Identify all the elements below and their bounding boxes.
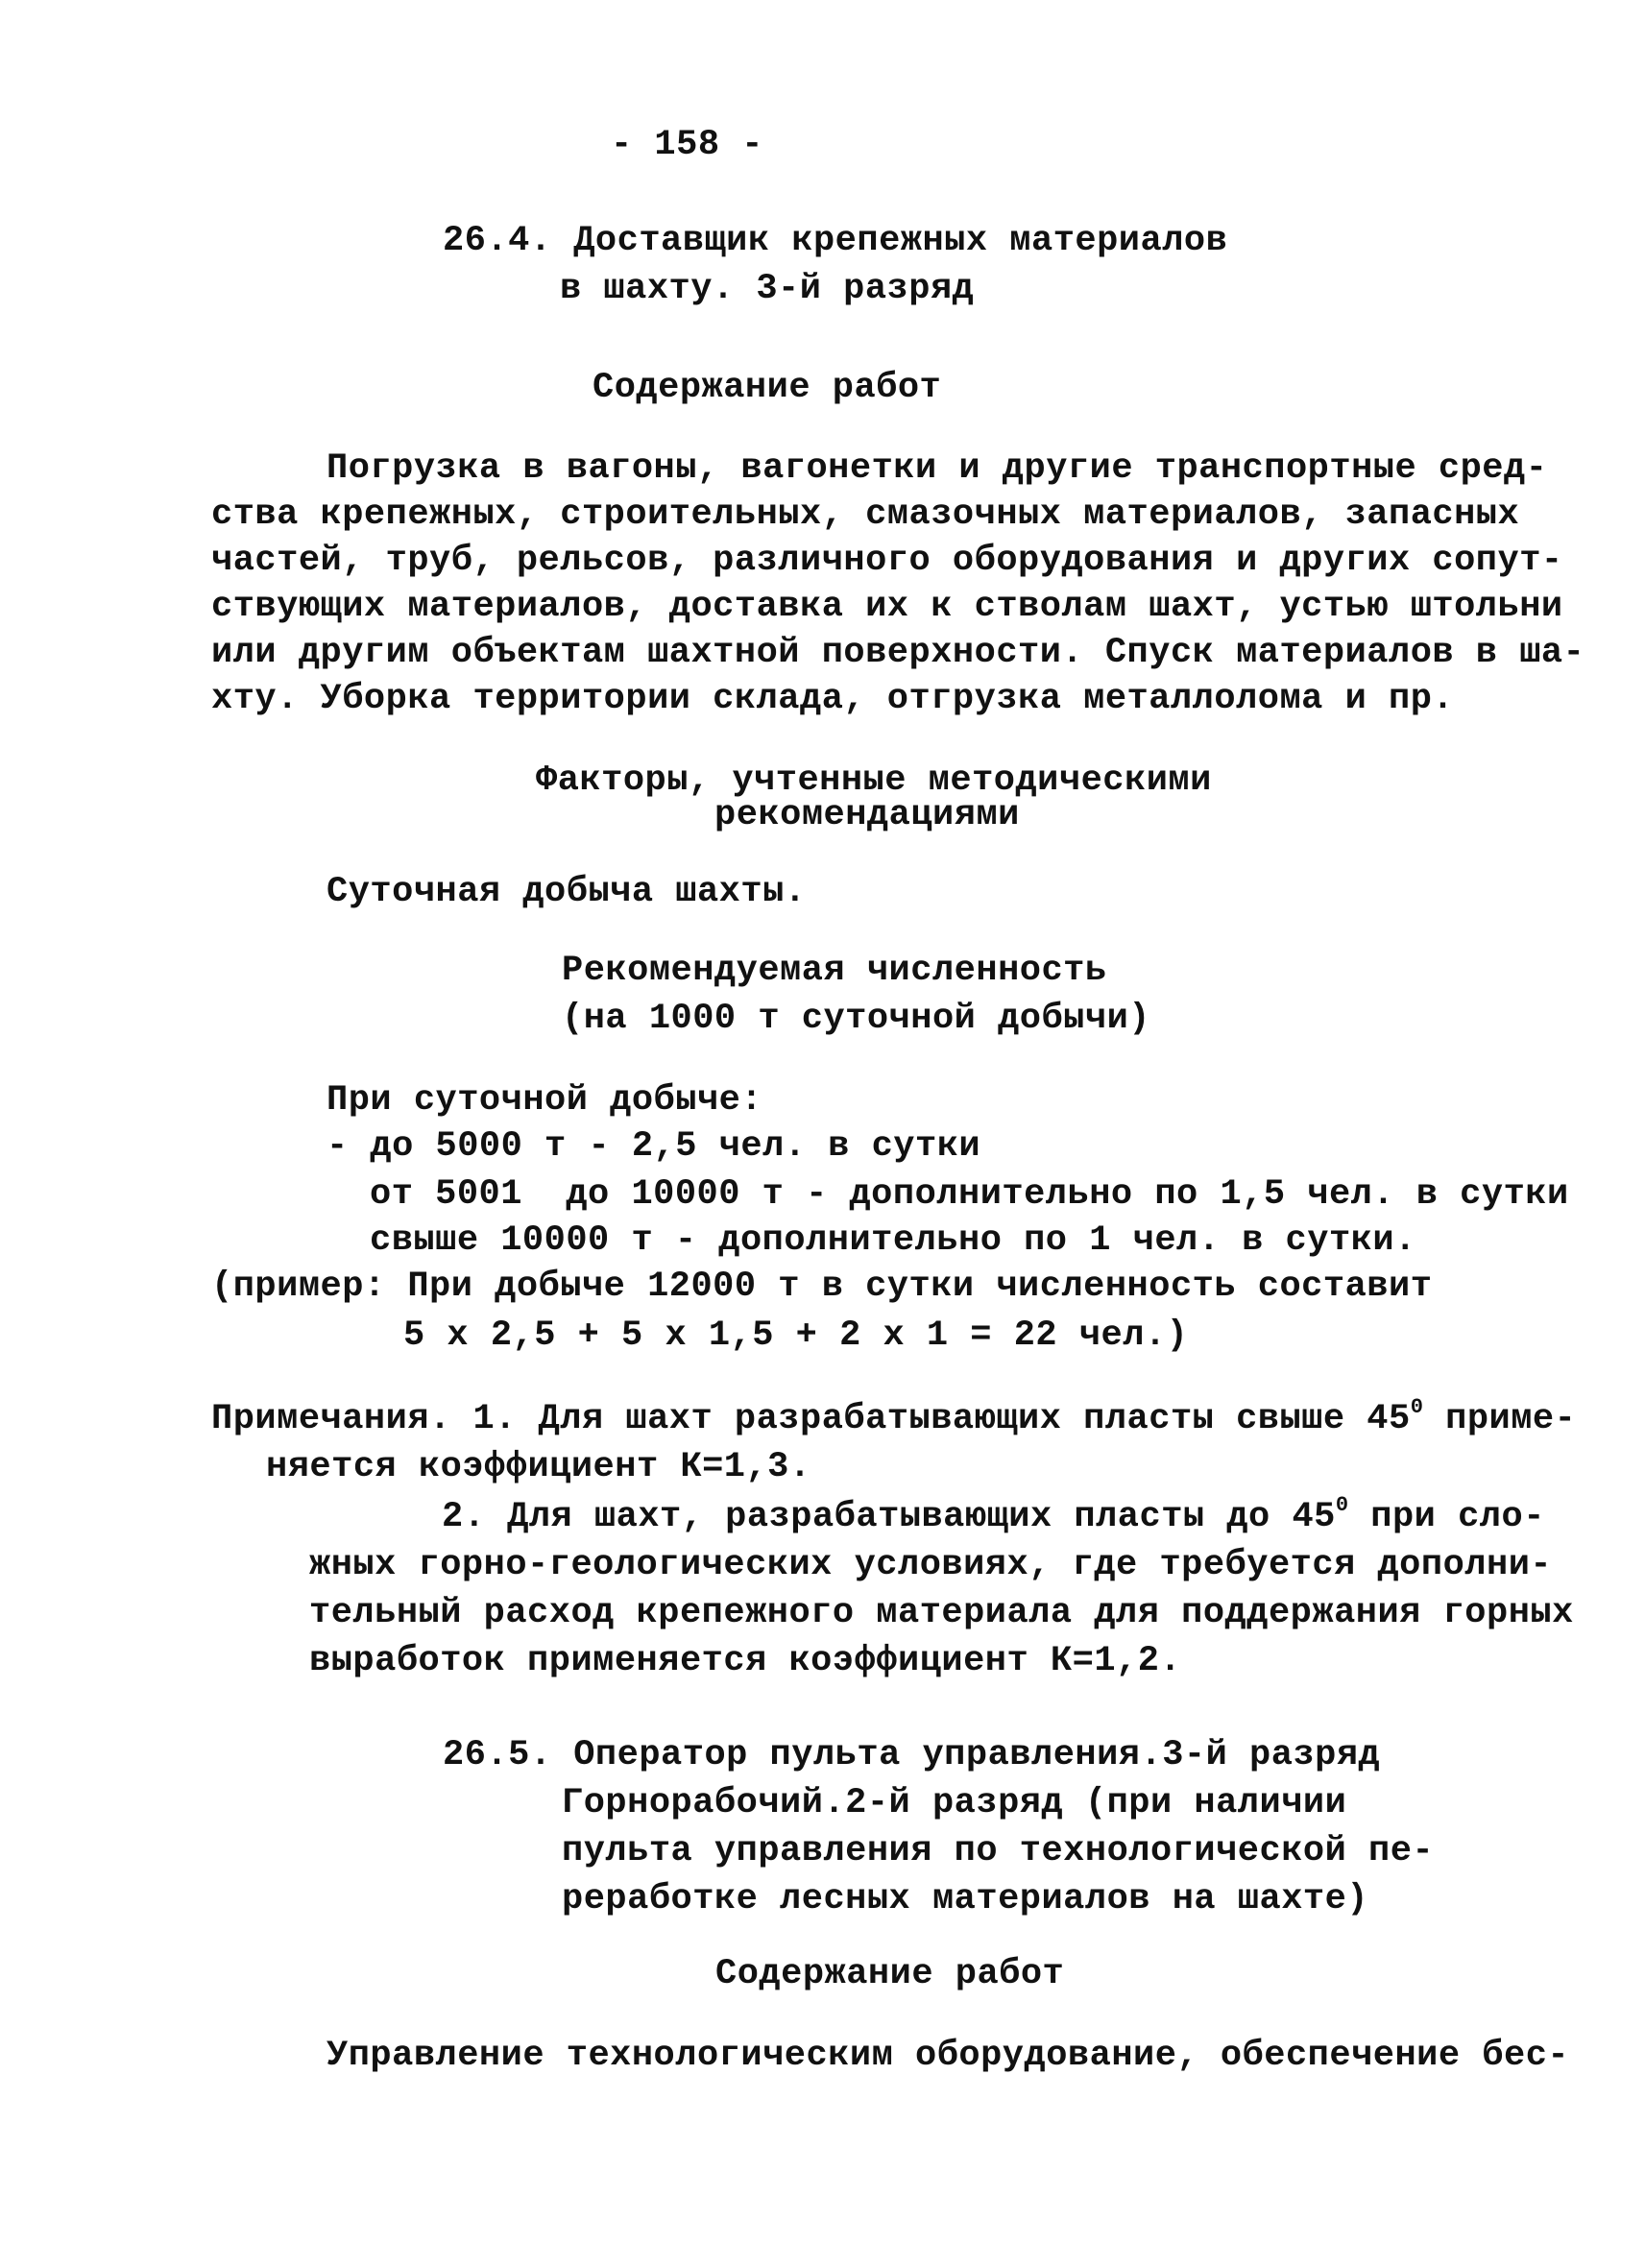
content-paragraph-line: ства крепежных, строительных, смазочных материалов, запасных — [211, 495, 1520, 535]
page-number: - 158 - — [611, 125, 763, 165]
note1-line2: няется коэффициент К=1,3. — [266, 1447, 811, 1487]
content-paragraph-line: Погрузка в вагоны, вагонетки и другие транспортные сред- — [327, 448, 1548, 489]
section-26-4-title-line1: 26.4. Доставщик крепежных материалов — [443, 221, 1228, 261]
note2-line: выработок применяется коэффициент К=1,2. — [309, 1641, 1182, 1681]
norm-example-formula: 5 х 2,5 + 5 х 1,5 + 2 х 1 = 22 чел.) — [403, 1315, 1189, 1356]
recommended-heading-line1: Рекомендуемая численность — [562, 951, 1107, 991]
norm-line: от 5001 до 10000 т - дополнительно по 1,5 чел. в сутки — [370, 1174, 1569, 1215]
factors-heading-line1: Факторы, учтенные методическими — [536, 760, 1212, 801]
factors-heading-line2: рекомендациями — [714, 795, 1020, 835]
note1-line1 — [211, 1397, 1576, 1441]
section-26-5-content-line: Управление технологическим оборудование, обеспечение бес- — [327, 2036, 1570, 2076]
degree-sign: 0 — [1335, 1493, 1349, 1517]
note2-text: 2. Для шахт, разрабатывающих пласты до 45 — [442, 1497, 1336, 1537]
content-heading: Содержание работ — [593, 368, 942, 408]
section-26-5-title-line: Горнорабочий.2-й разряд (при наличии — [562, 1783, 1347, 1823]
norm-line: При суточной добыче: — [327, 1080, 763, 1121]
section-26-4-title-line2: в шахту. 3-й разряд — [560, 269, 975, 309]
note2-line: тельный расход крепежного материала для поддержания горных — [309, 1593, 1574, 1633]
norm-line: свыше 10000 т - дополнительно по 1 чел. в сутки. — [370, 1220, 1416, 1261]
factors-text: Суточная добыча шахты. — [327, 872, 807, 912]
degree-sign: 0 — [1410, 1395, 1424, 1419]
section-26-5-title-line: пульта управления по технологической пе- — [562, 1831, 1435, 1871]
content-heading-2: Содержание работ — [715, 1954, 1065, 1994]
norm-example-line: (пример: При добыче 12000 т в сутки численность составит — [211, 1267, 1433, 1307]
section-26-5-title-line1: 26.5. Оператор пульта управления.3-й разряд — [443, 1735, 1381, 1775]
content-paragraph-line: ствующих материалов, доставка их к стволам шахт, устью штольни — [211, 587, 1563, 627]
recommended-heading-line2: (на 1000 т суточной добычи) — [562, 999, 1150, 1039]
norm-line: - до 5000 т - 2,5 чел. в сутки — [327, 1126, 981, 1167]
note2-line: жных горно-геологических условиях, где требуется дополни- — [309, 1545, 1553, 1585]
section-26-5-title-line: реработке лесных материалов на шахте) — [562, 1879, 1369, 1919]
note2-text-end: при сло- — [1348, 1497, 1545, 1537]
note2-line1 — [442, 1495, 1545, 1539]
note1-text-end: приме- — [1423, 1399, 1577, 1439]
content-paragraph-line: или другим объектам шахтной поверхности. Спуск материалов в ша- — [211, 633, 1585, 673]
content-paragraph-line: хту. Уборка территории склада, отгрузка металлолома и пр. — [211, 679, 1455, 719]
content-paragraph-line: частей, труб, рельсов, различного оборудования и других сопут- — [211, 541, 1563, 581]
note1-text: Примечания. 1. Для шахт разрабатывающих пласты свыше 45 — [211, 1399, 1411, 1439]
